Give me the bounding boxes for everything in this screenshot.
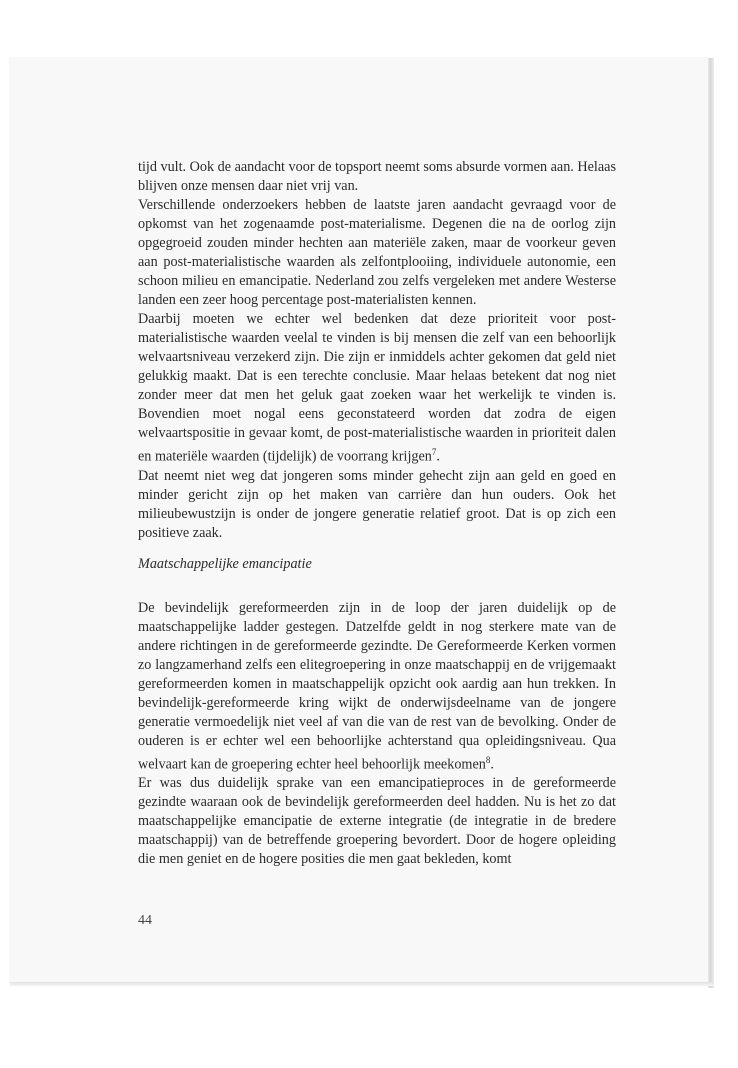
page-edge-right <box>708 58 714 988</box>
footnote-ref-7: 7 <box>431 447 437 457</box>
paragraph-4: Dat neemt niet weg dat jongeren soms minder gehecht zijn aan geld en goed en minder gericht zijn op het maken van carrière dan hun ouders. Ook het milieubewustzijn is onder de jongere generatie relatief groot. Dat is op zich een positieve zaak. <box>138 467 616 541</box>
page-edge-bottom <box>10 982 714 986</box>
paragraph-6: Er was dus duidelijk sprake van een emancipatieproces in de gereformeerde gezindte waaraan ook de bevindelijk gereformeerden deel hadden. Nu is het zo dat maatschappelijke emancipatie de externe integratie (de integratie in de bredere maatschappij) van de betreffende groepering bevordert. Door de hogere opleiding die men geniet en de hogere posities die men gaat bekleden, komt <box>138 775 616 868</box>
paragraph-3-period: . <box>436 448 440 465</box>
paragraph-1: tijd vult. Ook de aandacht voor de topsport neemt soms absurde vormen aan. Helaas blijven onze mensen daar niet vrij van. <box>138 159 616 194</box>
page-number: 44 <box>138 913 152 928</box>
paragraph-5-period: . <box>490 756 494 773</box>
footnote-ref-8: 8 <box>485 754 491 765</box>
paragraph-5-text: De bevindelijk gereformeerden zijn in de loop der jaren duidelijk op de maatschappelijke ladder gestegen. Datzelfde geldt in nog sterkere mate van de andere richtingen in de gereformeerde gezindte. De Gereformeerde Kerken vormen zo langzamerhand zelfs een elitegroepering in onze maatschappij en de vrijgemaakt gereformeerden komen in maatschappelijk opzicht ook aardig aan hun trekken. In bevindelijk-gereformeerde kring wijkt de onderwijsdeelname van de jongere generatie vermoedelijk niet veel af van die van de rest van de bevolking. Onder de ouderen is er echter wel een behoorlijke achterstand qua opleidingsniveau. Qua welvaart kan de groepering echter heel behoorlijk meekomen <box>138 599 616 773</box>
paragraph-5 <box>138 599 616 775</box>
section-heading: Maatschappelijke emancipatie <box>138 555 312 572</box>
body-text <box>138 158 616 869</box>
paragraph-3 <box>138 310 616 467</box>
paragraph-2: Verschillende onderzoekers hebben de laatste jaren aandacht gevraagd voor de opkomst van het zogenaamde post-materialisme. Degenen die na de oorlog zijn opgegroeid zouden minder hechten aan materiële zaken, maar de voorkeur geven aan post-materialistische waarden als zelfontplooiing, individuele autonomie, een schoon milieu en emancipatie. Nederland zou zelfs vergeleken met andere Westerse landen een zeer hoog percentage post-materialisten kennen. <box>138 197 616 308</box>
paragraph-3-text: Daarbij moeten we echter wel bedenken dat deze prioriteit voor post-materialistische waarden veelal te vinden is bij mensen die zelf van een behoorlijk welvaartsniveau verzekerd zijn. Die zijn er inmiddels achter gekomen dat geld niet gelukkig maakt. Dat is een terechte conclusie. Maar helaas betekent dat nog niet zonder meer dat men het geluk gaat zoeken waar het werkelijk te vinden is. Bovendien moet nogal eens geconstateerd worden dat zodra de eigen welvaartspositie in gevaar komt, de post-materialistische waarden in prioriteit dalen en materiële waarden (tijdelijk) de voorrang krijgen <box>138 311 616 465</box>
